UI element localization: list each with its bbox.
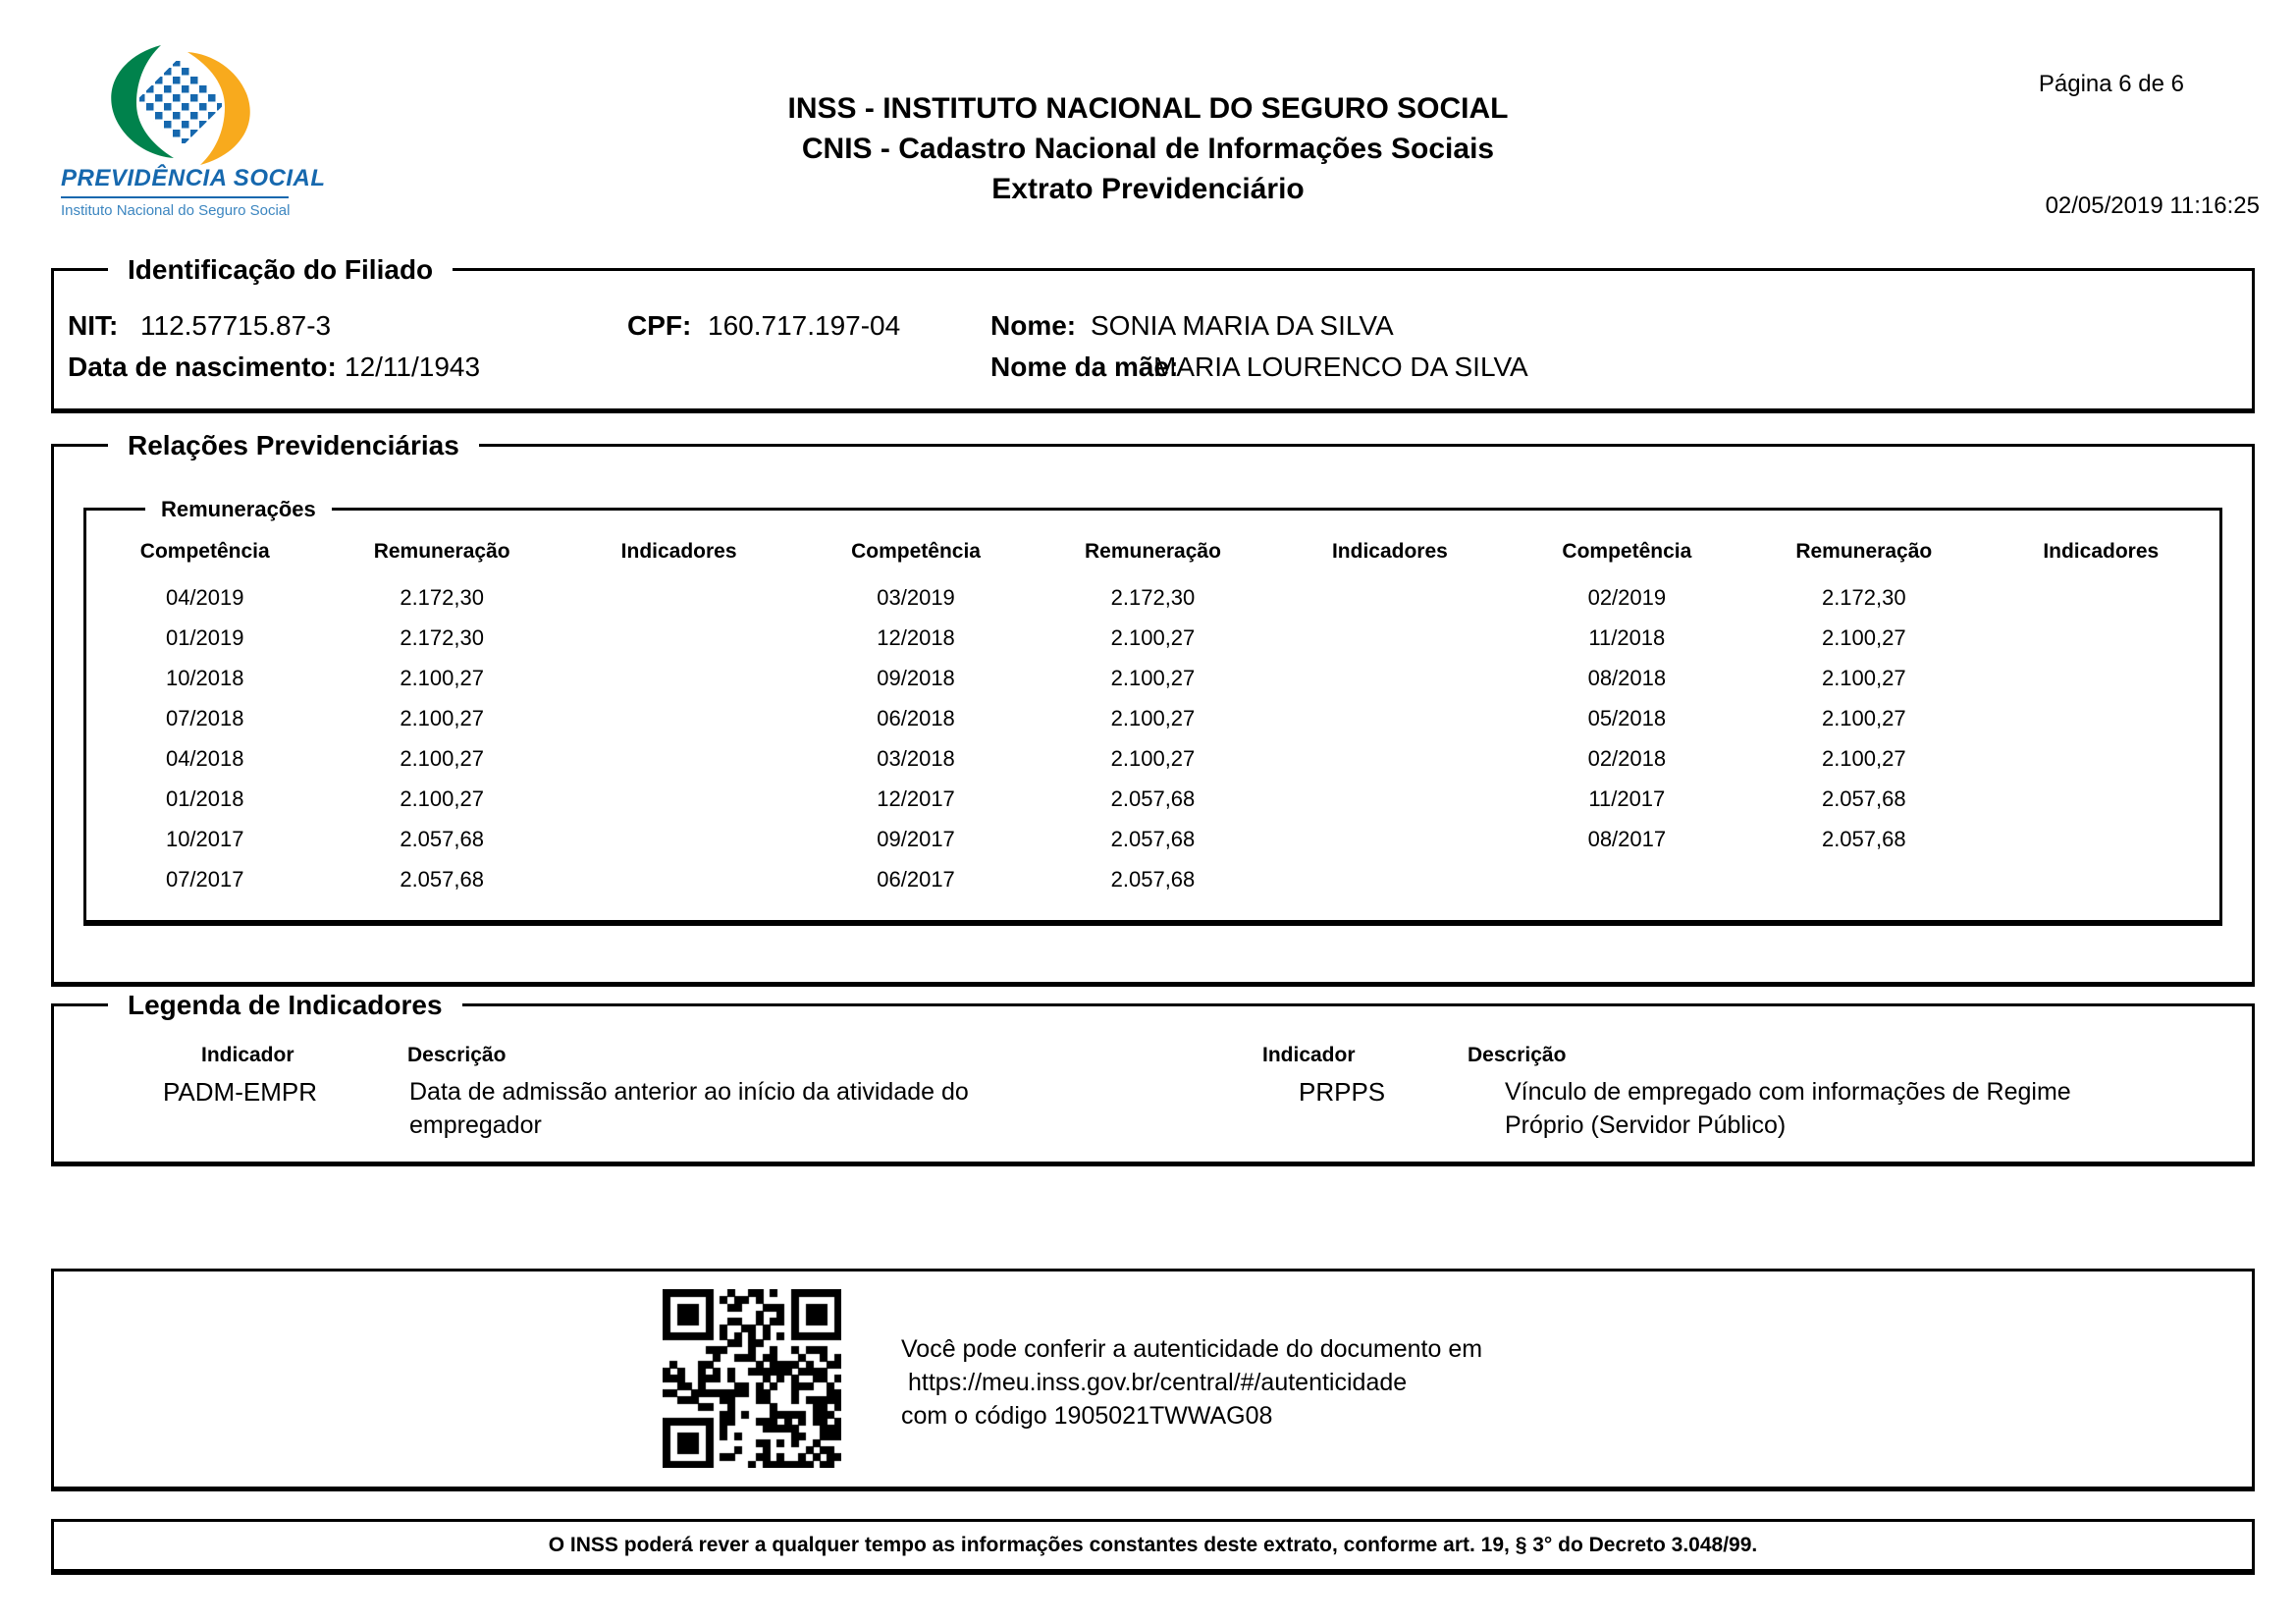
indicadores-cell <box>1983 577 2220 618</box>
remuneracoes-box <box>83 497 2222 926</box>
remuneracao-cell: 2.100,27 <box>1821 665 1906 690</box>
competencia-cell: 09/2018 <box>877 665 955 690</box>
nit-field <box>68 310 118 342</box>
competencia-cell: 01/2018 <box>165 785 244 811</box>
nome-label: Nome: <box>990 310 1077 341</box>
competencia-cell <box>1509 859 1745 899</box>
logo-brand-text: PREVIDÊNCIA SOCIAL <box>61 165 326 191</box>
remuneracao-cell: 2.100,27 <box>1821 624 1906 650</box>
table-row <box>86 779 2219 819</box>
column-header: Competência <box>139 540 270 563</box>
indicadores-cell <box>1271 859 1508 899</box>
title-line-3: Extrato Previdenciário <box>991 173 1305 205</box>
column-header: Indicadores <box>620 540 737 563</box>
remuneracoes-header-row <box>86 536 2219 577</box>
cpf-label: CPF: <box>627 310 692 341</box>
indicador-code-padm-empr: PADM-EMPR <box>163 1077 317 1107</box>
indicadores-cell <box>561 698 797 738</box>
competencia-cell: 12/2017 <box>877 785 955 811</box>
title-line-2: CNIS - Cadastro Nacional de Informações Sociais <box>801 133 1495 165</box>
competencia-cell: 07/2018 <box>165 705 244 730</box>
remuneracao-cell: 2.172,30 <box>400 584 484 610</box>
indicadores-cell <box>1271 819 1508 859</box>
descricao-header-left: Descrição <box>407 1044 507 1066</box>
competencia-cell: 10/2018 <box>165 665 244 690</box>
mae-field <box>990 352 1178 383</box>
competencia-cell: 11/2017 <box>1588 785 1666 811</box>
identificacao-section <box>51 254 2255 413</box>
column-header: Competência <box>1562 540 1692 563</box>
relacoes-title: Relações Previdenciárias <box>108 430 479 461</box>
indicadores-cell <box>561 658 797 698</box>
page-number: Página 6 de 6 <box>2038 71 2184 97</box>
indicadores-cell <box>1983 658 2220 698</box>
column-header: Remuneração <box>1795 540 1933 563</box>
table-row <box>86 658 2219 698</box>
print-datetime: 02/05/2019 11:16:25 <box>2045 192 2260 219</box>
remuneracao-cell: 2.100,27 <box>1110 624 1196 650</box>
remuneracoes-body <box>86 577 2219 899</box>
legenda-title: Legenda de Indicadores <box>108 990 462 1021</box>
indicadores-cell <box>1271 738 1508 779</box>
competencia-cell: 04/2018 <box>165 745 244 771</box>
document-title <box>0 88 2296 209</box>
indicadores-cell <box>561 819 797 859</box>
autenticidade-text <box>901 1332 1482 1433</box>
relacoes-section <box>51 430 2255 987</box>
remuneracao-cell: 2.100,27 <box>1110 665 1196 690</box>
column-header: Indicadores <box>2043 540 2160 563</box>
table-row <box>86 618 2219 658</box>
nascimento-field <box>68 352 337 383</box>
remuneracao-cell: 2.057,68 <box>1821 826 1906 851</box>
indicador-header-left: Indicador <box>201 1044 294 1066</box>
remuneracao-cell: 2.057,68 <box>400 866 484 892</box>
nit-label: NIT: <box>68 310 119 341</box>
nascimento-label: Data de nascimento: <box>68 352 337 382</box>
cpf-value: 160.717.197-04 <box>708 310 901 341</box>
competencia-cell: 10/2017 <box>165 826 244 851</box>
competencia-cell: 09/2017 <box>877 826 955 851</box>
indicadores-cell <box>561 738 797 779</box>
competencia-cell: 07/2017 <box>165 866 244 892</box>
indicador-desc-prpps: Vínculo de empregado com informações de Regime Próprio (Servidor Público) <box>1505 1078 2071 1139</box>
indicador-header-right: Indicador <box>1262 1044 1356 1066</box>
indicadores-cell <box>1271 577 1508 618</box>
indicadores-cell <box>561 618 797 658</box>
competencia-cell: 11/2018 <box>1588 624 1666 650</box>
footer-section <box>51 1519 2255 1575</box>
competencia-cell: 04/2019 <box>165 584 244 610</box>
indicadores-cell <box>1983 618 2220 658</box>
indicadores-cell <box>561 577 797 618</box>
mae-label: Nome da mãe: <box>990 352 1179 382</box>
column-header: Competência <box>851 540 981 563</box>
remuneracao-cell: 2.172,30 <box>1821 584 1906 610</box>
indicadores-cell <box>1271 618 1508 658</box>
competencia-cell: 06/2018 <box>877 705 955 730</box>
column-header: Remuneração <box>1085 540 1221 563</box>
table-row <box>86 819 2219 859</box>
indicadores-cell <box>1983 698 2220 738</box>
remuneracao-cell: 2.057,68 <box>1110 785 1196 811</box>
table-row <box>86 859 2219 899</box>
indicadores-cell <box>1983 819 2220 859</box>
descricao-header-right: Descrição <box>1468 1044 1567 1066</box>
remuneracao-cell: 2.057,68 <box>400 826 484 851</box>
cpf-field <box>627 310 691 342</box>
table-row <box>86 738 2219 779</box>
title-line-1: INSS - INSTITUTO NACIONAL DO SEGURO SOCIAL <box>787 92 1509 125</box>
remuneracao-cell: 2.172,30 <box>1110 584 1196 610</box>
indicadores-cell <box>1983 779 2220 819</box>
logo-subtitle-text: Instituto Nacional do Seguro Social <box>61 202 291 219</box>
competencia-cell: 05/2018 <box>1587 705 1667 730</box>
column-header: Indicadores <box>1331 540 1448 563</box>
competencia-cell: 08/2018 <box>1587 665 1667 690</box>
nit-value: 112.57715.87-3 <box>140 310 332 341</box>
remuneracao-cell: 2.100,27 <box>400 665 484 690</box>
remuneracao-cell: 2.100,27 <box>1821 745 1906 771</box>
nome-field <box>990 310 1076 342</box>
competencia-cell: 02/2019 <box>1587 584 1667 610</box>
mae-value: MARIA LOURENCO DA SILVA <box>1153 352 1528 382</box>
autenticidade-url: https://meu.inss.gov.br/central/#/autenticidade <box>908 1369 1408 1396</box>
competencia-cell: 12/2018 <box>877 624 955 650</box>
remuneracoes-table <box>86 536 2219 899</box>
autenticidade-line-1: Você pode conferir a autenticidade do documento em <box>901 1335 1483 1363</box>
nascimento-value: 12/11/1943 <box>345 352 481 382</box>
remuneracao-cell: 2.057,68 <box>1821 785 1906 811</box>
indicador-desc-padm-empr: Data de admissão anterior ao início da atividade do empregador <box>409 1078 969 1139</box>
remuneracao-cell: 2.057,68 <box>1110 866 1196 892</box>
remuneracao-cell <box>1745 859 1982 899</box>
remuneracao-cell: 2.100,27 <box>400 705 484 730</box>
footer-disclaimer: O INSS poderá rever a qualquer tempo as informações constantes deste extrato, conforme art. 19, § 3° do Decreto 3.048/99. <box>548 1534 1758 1556</box>
nome-value: SONIA MARIA DA SILVA <box>1091 310 1394 341</box>
indicadores-cell <box>561 859 797 899</box>
remuneracoes-title: Remunerações <box>145 497 332 522</box>
remuneracao-cell: 2.172,30 <box>400 624 484 650</box>
indicadores-cell <box>561 779 797 819</box>
remuneracao-cell: 2.100,27 <box>1110 705 1196 730</box>
competencia-cell: 03/2018 <box>877 745 955 771</box>
competencia-cell: 03/2019 <box>877 584 955 610</box>
table-row <box>86 698 2219 738</box>
indicadores-cell <box>1271 779 1508 819</box>
competencia-cell: 08/2017 <box>1587 826 1667 851</box>
autenticidade-code: com o código 1905021TWWAG08 <box>901 1402 1273 1430</box>
qr-code <box>663 1289 841 1468</box>
indicadores-cell <box>1271 698 1508 738</box>
autenticidade-section <box>51 1269 2255 1491</box>
remuneracao-cell: 2.100,27 <box>1110 745 1196 771</box>
indicador-code-prpps: PRPPS <box>1299 1077 1386 1107</box>
competencia-cell: 01/2019 <box>165 624 244 650</box>
indicadores-cell <box>1983 738 2220 779</box>
table-row <box>86 577 2219 618</box>
column-header: Remuneração <box>373 540 510 563</box>
remuneracao-cell: 2.057,68 <box>1110 826 1196 851</box>
remuneracao-cell: 2.100,27 <box>400 745 484 771</box>
competencia-cell: 06/2017 <box>877 866 955 892</box>
indicadores-cell <box>1983 859 2220 899</box>
legenda-section <box>51 990 2255 1166</box>
identificacao-title: Identificação do Filiado <box>108 254 453 286</box>
indicadores-cell <box>1271 658 1508 698</box>
remuneracao-cell: 2.100,27 <box>1821 705 1906 730</box>
remuneracao-cell: 2.100,27 <box>400 785 484 811</box>
competencia-cell: 02/2018 <box>1587 745 1667 771</box>
